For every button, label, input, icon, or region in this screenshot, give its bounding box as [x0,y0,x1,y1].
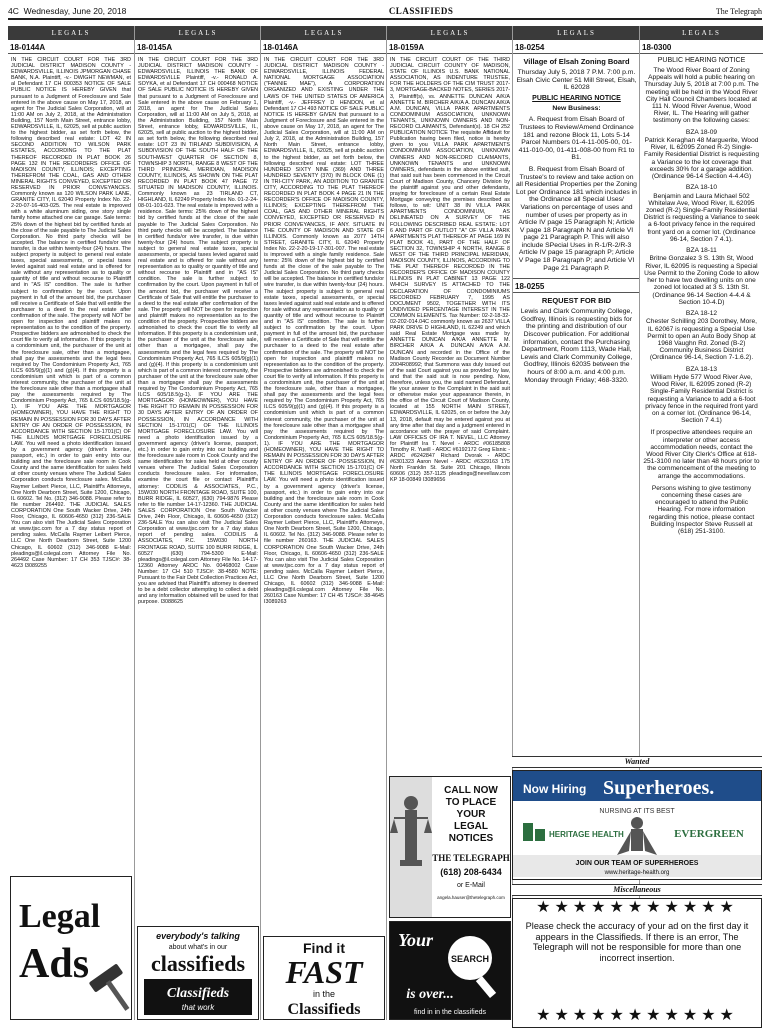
case-number-2: 18-0255 [513,278,640,293]
star-border-top-icon: ★★★★★★★★★★★ [536,899,738,916]
wanted-section [512,756,762,1028]
case-b: Benjamin and Laura Michael 502 Whitelaw Ave, Wood River, IL 62095 zoned (R-2) Single-Family Residential District is requesting a Variance to seek a 6-foot privacy fence in the required front yard on a corner lot. (Ordinance 96-14, Section 7 4.1). [643,192,761,243]
svg-text:or E-Mail: or E-Mail [456,882,486,889]
case-d: Chester Schilling 203 Dorothey, More, IL 62067 is requesting a Special Use Permit to open an Auto Body Shop at 1968 Vaughn Rd. Zoned (B-2) Community Business District (Ordinance 96-14, Section 7-1.6.2). [646,318,759,362]
find-it-fast-ad [263,936,385,1020]
page-date: 4C Wednesday, June 20, 2018 [8,6,127,16]
svg-text:CALL NOW: CALL NOW [444,785,498,796]
legal-notice-text: IN THE CIRCUIT COURT FOR THE 3RD JUDICIAL DISTRICT MADISON COUNTY - EDWARDSVILLE, ILLINOIS JPMORGAN CHASE BANK, N.A. Plaintiff, -v.- DWIGHT NEWMAN, et al Defendant 17 CH 000353 NOTICE OF SALE PUBLIC NOTICE IS HEREBY GIVEN that pursuant to a Judgment of Foreclosure and Sale entered in the above cause on May 17, 2018, an agent for The Judicial Sales Corporation, will at 11:00 AM on July 2, 2018, at the Administration Building, 157 North Main Street, entrance lobby, EDWARDSVILLE, IL, 62025, sell at public auction to the highest bidder, as set forth below, the following described real estate: LOT 42 IN SECOND ADDITION TO WILSON PARK ESTATES, ACCORDING TO THE PLAT THEREOF RECORDED IN PLAT BOOK 26 PAGE 132 IN THE RECORDERS OFFICE OF MADISON COUNTY, ILLINOIS; EXCEPTING THEREFROM THE COAL, GAS AND OTHER MINERAL RIGHTS CONVEYED, EXCEPTED OR RESERVED IN PRIOR CONVEYANCES. Commonly known as 120 WILSON PARK LANE, GRANITE CITY, IL 62040 Property Index No. 22-2-20-07-16-403-025. The real estate is improved with a white aluminum siding, one story single family home attached one car garage. Sale terms: 25% down of the highest bid by certified funds at the close of the sale payable to The Judicial Sales Corporation. No third party checks will be accepted. The balance in certified funds/or wire transfer, is due within twenty-four (24) hours. The subject property is subject to general real estate taxes, special assessments, or special taxes levied against said real estate and is offered for sale without any representation as to quality or quantity of title and without recourse to Plaintiff and in "AS IS" condition. The sale is further subject to confirmation by the court. Upon payment in full of the amount bid, the purchaser will receive a Certificate of Sale that will entitle the purchaser to a deed to the real estate after confirmation of the sale. The property will NOT be open for inspection and plaintiff makes no representation as to the condition of the property. Prospective bidders are admonished to check the court file to verify all information. If this property is a condominium unit, the purchaser of the unit at the foreclosure sale, other than a mortgagee, shall pay the assessments and the legal fees required by The Condominium Property Act, 765 ILCS 605/9(g)(1) and (g)(4). If this property is a condominium unit which is part of a common interest community, the purchaser of the unit at the foreclosure sale other than a mortgagee shall pay the assessments required by The Condominium Property Act, 765 ILCS 605/18.5(g-1). IF YOU ARE THE MORTGAGOR (HOMEOWNER), YOU HAVE THE RIGHT TO REMAIN IN POSSESSION FOR 30 DAYS AFTER ENTRY OF AN ORDER OF POSSESSION, IN ACCORDANCE WITH SECTION 15-1701(C) OF THE ILLINOIS MORTGAGE FORECLOSURE LAW. You will need a photo identification issued by a government agency (driver's license, passport, etc.) in order to gain entry into our building and the foreclosure sale room in Cook County and the same identification for sales held at other county venues where The Judicial Sales Corporation conducts foreclosure sales. McCalla Raymer Leibert Pierce, LLC, Plaintiff's Attorneys, One North Dearborn Street, Suite 1200, Chicago, IL 60602. Tel No. (312) 346-9088. Please refer to file number 264492. THE JUDICIAL SALES CORPORATION One South Wacker Drive, 24th Floor, Chicago, IL 60606-4650 (312) 236-SALE You can also visit The Judicial Sales Corporation at www.tjsc.com for a 7 day status report of pending sales. McCalla Raymer Leibert Pierce, LLC One North Dearborn Street, Suite 1200 Chicago, IL 60602 (312) 346-9088 E-Mail: pleadings@il.cslegal.com Attorney File No. 264492 Case Number: 17 CH 353 TJSC#: 38-4623 I3089255 [11,57,133,569]
svg-text:classifieds: classifieds [150,951,246,976]
case-c-head: BZA 18-11 [686,247,717,255]
case-a-head: BZA 18-09 [685,128,718,136]
svg-text:www.heritage-health.org: www.heritage-health.org [604,870,670,876]
svg-text:EVERGREEN: EVERGREEN [674,828,744,840]
call-now-art [390,777,510,917]
column-2 [134,26,261,1020]
svg-text:in the: in the [312,989,336,999]
column-3 [260,26,387,1020]
talking-classifieds-ad [137,926,259,1020]
svg-text:Your: Your [398,930,434,950]
section-title: CLASSIFIEDS [388,6,454,16]
legal-notice-text: IN THE CIRCUIT COURT FOR THE 3RD JUDICIAL DISTRICT MADISON COUNTY - EDWARDSVILLE, ILLINOIS FEDERAL NATIONAL MORTGAGE ASSOCIATION ("FANNIE MAE"), A CORPORATION ORGANIZED AND EXISTING UNDER THE LAWS OF THE UNITED STATES OF AMERICA Plaintiff, -v.- JEFFREY D HENDON, et al Defendant 17 CH 493 NOTICE OF SALE PUBLIC NOTICE IS HEREBY GIVEN that pursuant to a Judgment of Foreclosure and Sale entered in the above cause on May 17, 2018, an agent for The Judicial Sales Corporation, will at 11:00 AM on July 2, 2018, at the Administration Building, 157 North Main Street, entrance lobby, EDWARDSVILLE, IL, 62025, sell at public auction to the highest bidder, as set forth below, the following described real estate: LOT THREE HUNDRED SIXTY NINE (369) AND THREE HUNDRED SEVENTY (370) IN BLOCK ONE (1) IN TRI-CITY PARK, AN ADDITION TO GRANITE CITY, ACCORDING TO THE PLAT THEREOF RECORDED IN PLAT BOOK 4 PAGE 21 IN THE RECORDER'S OFFICE OF MADISON COUNTY, ILLINOIS; EXCEPTING THEREFROM THE COAL, GAS AND OTHER MINERAL RIGHTS CONVEYED, EXCEPTED OR RESERVED IN PRIOR CONVEYANCES, IF ANY. SITUATE IN THE COUNTY OF MADISON AND STATE OF ILLINOIS. Commonly known as 2077 14TH STREET, GRANITE CITY, IL 62040 Property Index No. 22-2-20-19-17-301-007. The real estate is improved with a single family residence. Sale terms: 25% down of the highest bid by certified funds at the close of the sale payable to The Judicial Sales Corporation. No third party checks will be accepted. The balance in certified funds/or wire transfer, is due within twenty-four (24) hours. The subject property is subject to general real estate taxes, special assessments, or special taxes levied against said real estate and is offered for sale without any representation as to quality or quantity of title and without recourse to Plaintiff and in "AS IS" condition. The sale is further subject to confirmation by the court. Upon payment in full of the amount bid, the purchaser will receive a Certificate of Sale that will entitle the purchaser to a deed to the real estate after confirmation of the sale. The property will NOT be open for inspection and plaintiff makes no representation as to the condition of the property. Prospective bidders are admonished to check the court file to verify all information. If this property is a condominium unit, the purchaser of the unit at the foreclosure sale, other than a mortgagee, shall pay the assessments and the legal fees required by The Condominium Property Act, 765 ILCS 605/9(g)(1) and (g)(4). If this property is a condominium unit which is part of a common interest community, the purchaser of the unit at the foreclosure sale other than a mortgagee shall pay the assessments required by The Condominium Property Act, 765 ILCS 605/18.5(g-1). IF YOU ARE THE MORTGAGOR (HOMEOWNER), YOU HAVE THE RIGHT TO REMAIN IN POSSESSION FOR 30 DAYS AFTER ENTRY OF AN ORDER OF POSSESSION, IN ACCORDANCE WITH SECTION 15-1701(C) OF THE ILLINOIS MORTGAGE FORECLOSURE LAW. You will need a photo identification issued by a government agency (driver's license, passport, etc.) in order to gain entry into our building and the foreclosure sale room in Cook County and the same identification for sales held at other county venues where The Judicial Sales Corporation conducts foreclosure sales. McCalla Raymer Leibert Pierce, LLC, Plaintiff's Attorneys, One North Dearborn Street, Suite 1200, Chicago, IL 60602. Tel No. (312) 346-9088. Please refer to file number 260163. THE JUDICIAL SALES CORPORATION One South Wacker Drive, 24th Floor, Chicago, IL 60606-4650 (312) 236-SALE You can also visit The Judicial Sales Corporation at www.tjsc.com for a 7 day status report of pending sales. McCalla Raymer Leibert Pierce, LLC One North Dearborn Street, Suite 1200 Chicago, IL 60602 (312) 346-9088 E-Mail: pleadings@il.cslegal.com Attorney File No. 260163 Case Number: 17 CH 45 TJSC#: 38-4645 I3089263 [264,57,386,606]
columns [8,26,762,1024]
legals-bar: LEGALS [387,26,513,40]
new-business-heading: New Business: [552,104,601,112]
svg-text:angela.hauser@thetelegraph.com: angela.hauser@thetelegraph.com [437,895,505,900]
column-4 [386,26,513,1020]
talking-classifieds-art [138,927,258,1019]
svg-text:YOUR: YOUR [456,809,486,820]
legal-ads-line2: Ads [19,941,90,987]
legal-notice-text: IN THE CIRCUIT COURT OF THE THIRD JUDICIAL CIRCUIT COUNTY OF MADISON, STATE OF ILLINOIS U.S. BANK NATIONAL ASSOCIATION, AS INDENTURE TRUSTEE, FOR THE HOLDERS OF THE CIM TRUST 2017-3, MORTGAGE-BACKED NOTES, SERIES 2017-3, Plaintiff(s), vs. ANNETTE DUNCAN A/K/A ANNETTE M. BIRCHER A/K/A A. DUNCAN A/K/A A.M. DUNCAN, VILLA PARK APARTMENTS CONDOMINIUM ASSOCIATION, UNKNOWN TENANTS, UNKNOWN OWNERS AND NON-RECORD CLAIMANTS, Defendant(s). 18 CH 252 PUBLICATION NOTICE The requisite Affidavit for Publication having been filed, notice is hereby given to you VILLA PARK APARTMENTS CONDOMINIUM ASSOCIATION, UNKNOWN OWNERS AND NON-RECORD CLAIMANTS, UNKNOWN TENANTS and UNKNOWN OWNERS, defendants in the above entitled suit, that said suit has been commenced in the Circuit Court of Madison County, Chancery Division by the plaintiff against you and other defendants, praying for foreclosure of a certain Real Estate Mortgage conveying the premises described as follows, to wit: UNIT 38 IN VILLA PARK APARTMENTS CONDOMINIUM, AS DELINEATED ON A SURVEY OF THE FOLLOWING DESCRIBED REAL ESTATE: LOT 6 AND PART OF OUTLOT "A" OF VILLA PARK APARTMENTS PLAT THEREOF AT PAGE 169 IN PLAT BOOK 41, PART OF THE HALF OF SECTION 32, TOWNSHIP 4 NORTH, RANGE 8 WEST OF THE THIRD PRINCIPAL MERIDIAN, MADISON COUNTY, ILLINOIS, ACCORDING TO THE PLAT THEREOF RECORDED IN THE RECORDER'S OFFICE OF MADISON COUNTY ILLINOIS IN PLAT CABINET 13 PAGE 122 WHICH SURVEY IS ATTACHED TO THE DECLARATION OF CONDOMINIUMS RECORDED FEBRUARY 7, 1995 AS DOCUMENT 9502, TOGETHER WITH ITS UNDIVIDED PERCENTAGE INTEREST IN THE COMMON ELEMENTS. Tax Number: 02-2-18-32-02-202-014.04C commonly known as 2637 VILLA PARK DRIVE D HIGHLAND, IL 62249 and which said Real Estate Mortgage was made by ANNETTE DUNCAN A/K/A ANNETTE M. BIRCHER A/K/A A. DUNCAN A/K/A A.M. DUNCAN and recorded in the Office of the Madison County Recorder as Document Number 2004R08992; that Summons was duly issued out of the said Court against you as provided by law, and that the said suit is now pending. Now, therefore, unless you, the said named Defendant, file your answer to the Complaint in the said suit or otherwise make your appearance therein, in the office of the Circuit Court of Madison County, located at 155 NORTH MAIN STREET, EDWARDSVILLE, IL 62025, on or before the July 13, 2018, default may be entered against you at any time after that day and a judgment entered in accordance with the prayer of said Complaint. LAW OFFICES OF IRA T. NEVEL, LLC Attorney for Plaintiff Ira T. Nevel - ARDC #06185808 Timothy R. Yueill - ARDC #6192172 Greg Elsnic - ARDC #6242847 Richard Dvorak - ARDC #6301323 Aaron Nevel - ARDC #6329163 175 North Franklin St. Suite 201 Chicago, Illinois 60606 (312) 357-1125 pleadings@nevellaw.com KP 18-00849 I3089656 [390,57,512,484]
svg-text:is over...: is over... [406,987,454,1002]
svg-text:Classifieds: Classifieds [287,1001,361,1018]
paper-name: The Telegraph [715,6,762,16]
svg-text:Superheroes.: Superheroes. [603,777,715,799]
find-it-fast-art [264,937,384,1019]
svg-text:TO PLACE: TO PLACE [445,797,497,808]
svg-text:SEARCH: SEARCH [450,954,490,964]
svg-text:(618) 208-6434: (618) 208-6434 [440,867,502,877]
case-number: 18-0145A [135,40,261,54]
page-header [8,4,762,20]
svg-text:Classifieds: Classifieds [166,986,230,1001]
svg-text:JOIN OUR TEAM OF SUPERHEROES: JOIN OUR TEAM OF SUPERHEROES [575,860,699,867]
legal-ads-art [11,877,131,1019]
item-a: A. Request from Elsah Board of Trustees to Review/Amend Ordinance 181 and rezone Block 11, Lots 5-14 Parcel Numbers 01-4-11-005-00, 01-411-010-00, 01-411-008-00 from R1 to B1. [518,116,637,162]
column-1 [8,26,134,1020]
legals-bar: LEGALS [8,26,134,40]
case-e-head: BZA 18-13 [685,365,718,373]
svg-text:NOTICES: NOTICES [448,833,494,844]
item-b: B. Request from Elsah Board of Trustee's to review and take action on all Residential Properties per the Zoning Lot per Ordinance 181 which includes in the Ordinance all Special Uses/ Variations on percentage of uses and number of uses per property as in Article IV page 15 Paragraph N; Article V page 18 Paragraph N and Article VI page 21 Paragraph P. This will also include SPecial Uses in R-1/R-2/R-3 Article IV page 15 paragraph P; Article V Page 18 Paragraph P; and Article VI Page 21 Paragraph P. [516,165,639,272]
svg-text:about what's in our: about what's in our [168,944,228,951]
svg-text:THE TELEGRAPH: THE TELEGRAPH [432,853,510,863]
svg-text:that work: that work [181,1003,215,1012]
meeting-details: Thursday July 5, 2018 7 P.M. 7:00 p.m. Elsah Civic Center 51 Mill Street, Elsah, IL 62028 [516,69,639,92]
accuracy-box [512,898,762,1028]
your-search-ad [389,921,511,1020]
call-now-ad [389,776,511,918]
notice-title: PUBLIC HEARING NOTICE [657,57,746,64]
svg-text:NURSING AT ITS BEST: NURSING AT ITS BEST [599,808,675,815]
case-d-head: BZA 18-12 [685,309,718,317]
closing-text: If prospective attendees require an interpreter or other access accommodation needs, contact the Wood River City Clerk's Office at 618-251-3100 no later than 48 hours prior to the commencement of the meeting to arrange the accommodations. [643,429,762,480]
magnifier-icon [448,936,496,998]
case-number: 18-0144A [8,40,134,54]
accuracy-text: Please check the accuracy of your ad on the first day it appears in the Classifieds. If there is an error, The Telegraph will not be responsible for more than one incorrect insertion. [525,921,749,963]
heritage-logo-icon [523,823,545,841]
svg-text:HERITAGE HEALTH: HERITAGE HEALTH [549,830,624,839]
case-number: 18-0146A [261,40,387,54]
your-search-art [390,922,510,1019]
svg-text:find in in the classifieds: find in in the classifieds [414,1009,486,1016]
legal-ads-line1: Legal [19,898,101,935]
superheroes-ad [512,770,762,880]
svg-text:Find it: Find it [303,940,345,956]
legals-bar: LEGALS [640,26,763,40]
svg-text:FAST: FAST [285,954,363,990]
case-number: 18-0254 [513,40,640,54]
legals-bar: LEGALS [513,26,640,40]
notice-title: Village of Elsah Zoning Board [523,57,630,66]
svg-text:everybody's talking: everybody's talking [156,931,240,941]
hearing-intro: The Wood River Board of Zoning Appeals will hold a public hearing on Thursday July 5, 2018 at 7:00 p.m. The meeting will be held in the Wood River City Hall Council Chambers located at 111 N. Wood River Avenue, Wood River, IL. The Hearing will gather testimony on the following cases: [644,67,761,125]
legal-notice-text: IN THE CIRCUIT COURT FOR THE 3RD JUDICIAL DISTRICT MADISON COUNTY - EDWARDSVILLE, ILLINOIS THE BANK OF EDWARDSVILLE Plaintiff, -v.- RONALD A. SOYKA, et al Defendant 17 CH 000468 NOTICE OF SALE PUBLIC NOTICE IS HEREBY GIVEN that pursuant to a Judgment of Foreclosure and Sale entered in the above cause on February 1, 2018, an agent for The Judicial Sales Corporation, will at 11:00 AM on July 5, 2018, at the Administration Building, 157 North Main Street, entrance lobby, EDWARDSVILLE, IL, 62025, sell at public auction to the highest bidder, as set forth below, the following described real estate: LOT 23 IN TIRLAND SUBDIVISION, A SUBDIVISION OF THE SOUTH HALF OF THE SOUTHWEST QUARTER OF SECTION 8, TOWNSHIP 3 NORTH, RANGE 8 WEST OF THE THIRD PRINCIPAL MERIDIAN, MADISON COUNTY, ILLINOIS, AS SHOWN ON THE PLAT RECORDED IN PLAT BOOK 47 PAGE 72 SITUATED IN MADISON COUNTY, ILLINOIS. Commonly known as 23 TIRLAND CT, HIGHLAND, IL 62249 Property Index No. 01-2-24-08-01-101-023. The real estate is improved with a residence. Sale terms: 25% down of the highest bid by certified funds at the close of the sale payable to The Judicial Sales Corporation. No third party checks will be accepted. The balance in certified funds/or wire transfer, is due within twenty-four (24) hours. The subject property is subject to general real estate taxes, special assessments, or special taxes levied against said real estate and is offered for sale without any representation as to quality or quantity of title and without recourse to Plaintiff and in "AS IS" condition. The sale is further subject to confirmation by the court. Upon payment in full of the amount bid, the purchaser will receive a Certificate of Sale that will entitle the purchaser to a deed to the real estate after confirmation of the sale. The property will NOT be open for inspection and plaintiff makes no representation as to the condition of the property. Prospective bidders are admonished to check the court file to verify all information. If this property is a condominium unit, the purchaser of the unit at the foreclosure sale, other than a mortgagee, shall pay the assessments and the legal fees required by The Condominium Property Act, 765 ILCS 605/9(g)(1) and (g)(4). If this property is a condominium unit which is part of a common interest community, the purchaser of the unit at the foreclosure sale other than a mortgagee shall pay the assessments required by The Condominium Property Act, 765 ILCS 605/18.5(g-1). IF YOU ARE THE MORTGAGOR (HOMEOWNER), YOU HAVE THE RIGHT TO REMAIN IN POSSESSION FOR 30 DAYS AFTER ENTRY OF AN ORDER OF POSSESSION, IN ACCORDANCE WITH SECTION 15-1701(C) OF THE ILLINOIS MORTGAGE FORECLOSURE LAW. You will need a photo identification issued by a government agency (driver's license, passport, etc.) in order to gain entry into our building and the foreclosure sale room in Cook County and the same identification for sales held at other county venues where The Judicial Sales Corporation conducts foreclosure sales. For information, examine the court file or contact Plaintiff's attorney: CODILIS & ASSOCIATES, P.C., 15W030 NORTH FRONTAGE ROAD, SUITE 100, BURR RIDGE, IL 60527, (630) 794-9876 Please refer to file number 14-17-12360. THE JUDICIAL SALES CORPORATION One South Wacker Drive, 24th Floor, Chicago, IL 60606-4650 (312) 236-SALE You can also visit The Judicial Sales Corporation at www.tjsc.com for a 7 day status report of pending sales. CODILIS & ASSOCIATES, P.C. 15W030 NORTH FRONTAGE ROAD, SUITE 100 BURR RIDGE, IL 60527 (630) 794-5300 E-Mail: pleadings@il.cslegal.com Attorney File No. 14-17-12360 Attorney ARDC No. 00468002 Case Number: 17 CH 510 TJSC#: 38-4580 NOTE: Pursuant to the Fair Debt Collection Practices Act, you are advised that Plaintiff's attorney is deemed to be a debt collector attempting to collect a debt and any information obtained will be used for that purpose. I3088625 [138,57,260,606]
rfb-heading: REQUEST FOR BID [541,296,612,306]
rfb-text: Lewis and Clark Community College, Godfrey, Illinois is requesting bids for the printing and distribution of our Discover publication. For additional information, contact the Purchasing Department, Room 1113, Wade Hall, Lewis and Clark Community College, Godfrey, Illinois 62035 between the hours of 8:00 a.m. and 4:00 p.m. Monday through Friday; 468-3320. [520,308,635,384]
svg-text:Now Hiring: Now Hiring [523,782,587,796]
closing-text-2: Persons wishing to give testimony concerning these cases are encouraged to attend the Public Hearing. For more information regarding this notice, please contact Building Inspector Steve Russell at (618) 251-3100. [648,484,757,535]
legal-ads-graphic [10,876,132,1020]
case-number: 18-0300 [640,40,763,54]
star-border-bottom-icon: ★★★★★★★★★★★ [536,1007,738,1024]
case-b-head: BZA 18-10 [685,184,718,192]
hearing-heading: PUBLIC HEARING NOTICE [532,94,621,102]
case-e: William Hyde 577 Wood River Ave, Wood River, IL 62095 zoned (R-2) Single-Family Residential District is requesting a Variance to add a 6-foot privacy fence in the required front yard on a corner lot. (Ordinance 96-14, Section 7 4.1) [645,373,760,425]
case-c: Britne Gonzalez 3 S. 13th St, Wood River, IL 62095 is requesting a Special Use Permit to the Zoning Code to allow her to have two dwelling units on one zoned lot located at 3 S. 13th St. (Ordinance 96-14 Section 4-4.4 & Section 10-4.D) [644,255,761,306]
wanted-label: Wanted [512,756,762,768]
case-a: Patrick Keraghan 48 Marguerite, Wood River, IL 62095 Zoned R-2) Single-Family Residential District is requesting a Variance to the lot coverage that exceeds 30% for a garage addition. (Ordinance 96-14 Section 4-4.4G) [643,137,761,181]
svg-text:LEGAL: LEGAL [454,821,488,832]
superheroes-art [513,771,761,877]
legals-bar: LEGALS [261,26,387,40]
case-number: 18-0159A [387,40,513,54]
legals-bar: LEGALS [135,26,261,40]
misc-label: Miscellaneous [512,884,762,896]
